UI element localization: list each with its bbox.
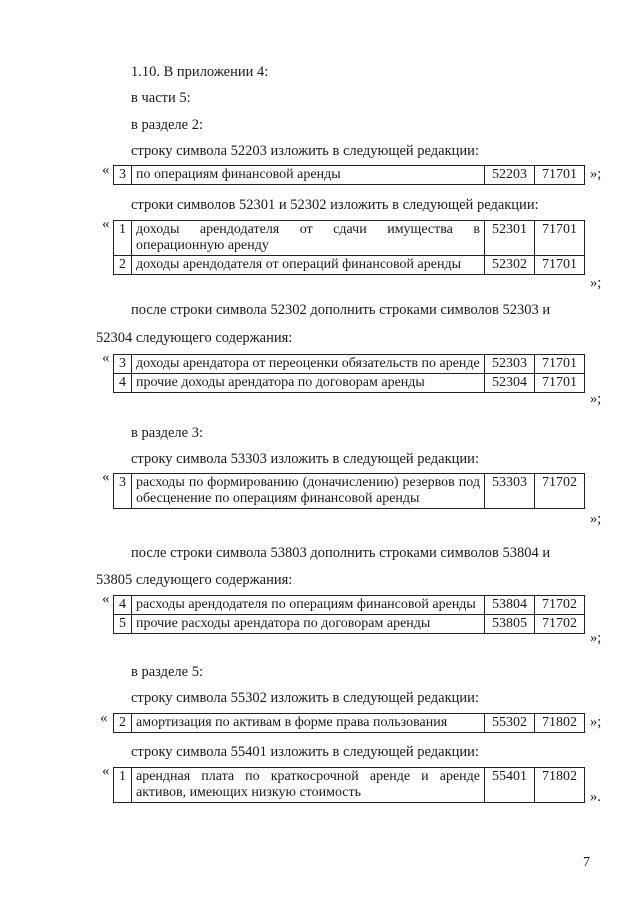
row-code: 52302 [485,256,535,275]
row-text: доходы арендатора от переоценки обязательств по аренде [132,355,485,374]
table-53804-53805 [113,595,585,634]
row-code: 52301 [485,221,535,256]
paragraph-8: строку символа 53303 изложить в следующей редакции: [131,451,479,467]
open-quote: « [102,763,110,779]
row-text: доходы арендодателя от сдачи имущества в операционную аренду [132,221,485,256]
table-row [114,256,585,275]
paragraph-6b: 52304 следующего содержания: [96,330,293,346]
table-row [114,374,585,393]
open-quote: « [102,591,110,607]
open-quote: « [100,710,108,726]
row-text: расходы по формированию (доначислению) резервов под обесценение по операциям финансовой аренды [132,474,485,509]
table-52303-52304 [113,354,585,393]
table-55302 [113,713,585,733]
row-number: 4 [114,596,132,615]
row-number: 4 [114,374,132,393]
table-row [114,166,585,185]
close-quote: »; [590,714,602,730]
table-row [114,355,585,374]
open-quote: « [102,162,110,178]
paragraph-5: строки символов 52301 и 52302 изложить в следующей редакции: [131,197,539,213]
row-code: 53303 [485,474,535,509]
row-code: 53804 [485,596,535,615]
paragraph-11: строку символа 55302 изложить в следующей редакции: [131,690,479,706]
paragraph-6a: после строки символа 52302 дополнить строками символов 52303 и [131,302,551,318]
table-55401 [113,767,585,803]
table-row [114,768,585,803]
paragraph-2: в части 5: [131,90,191,106]
row-code: 55401 [485,768,535,803]
page-number: 7 [583,855,590,870]
paragraph-3: в разделе 2: [131,117,204,133]
open-quote: « [102,469,110,485]
table-53303 [113,473,585,509]
row-number: 3 [114,355,132,374]
row-code: 53805 [485,615,535,634]
row-number: 3 [114,474,132,509]
paragraph-1: 1.10. В приложении 4: [131,64,269,80]
row-code: 52304 [485,374,535,393]
paragraph-12: строку символа 55401 изложить в следующей редакции: [131,744,479,760]
table-row [114,221,585,256]
paragraph-9a: после строки символа 53803 дополнить строками символов 53804 и [131,545,551,561]
row-text: арендная плата по краткосрочной аренде и аренде активов, имеющих низкую стоимость [132,768,485,803]
row-code-2: 71701 [535,355,585,374]
close-quote: »; [590,511,602,527]
row-text: прочие расходы арендатора по договорам аренды [132,615,485,634]
close-quote: »; [590,630,602,646]
row-code-2: 71702 [535,615,585,634]
row-text: расходы арендодателя по операциям финансовой аренды [132,596,485,615]
row-number: 5 [114,615,132,634]
table-row [114,714,585,733]
row-code-2: 71702 [535,474,585,509]
row-number: 3 [114,166,132,185]
row-text: доходы арендодателя от операций финансовой аренды [132,256,485,275]
row-number: 1 [114,221,132,256]
close-quote: »; [590,166,602,182]
paragraph-4: строку символа 52203 изложить в следующей редакции: [131,143,479,159]
table-row [114,615,585,634]
row-code-2: 71701 [535,374,585,393]
paragraph-7: в разделе 3: [131,425,204,441]
table-row [114,596,585,615]
paragraph-9b: 53805 следующего содержания: [96,572,293,588]
row-text: прочие доходы арендатора по договорам аренды [132,374,485,393]
row-code-2: 71802 [535,768,585,803]
close-quote: »; [590,391,602,407]
row-code: 52203 [485,166,535,185]
row-code-2: 71702 [535,596,585,615]
open-quote: « [102,350,110,366]
row-code: 52303 [485,355,535,374]
row-number: 2 [114,256,132,275]
close-quote: »; [590,275,602,291]
open-quote: « [102,216,110,232]
table-52203 [113,165,585,185]
row-code-2: 71701 [535,221,585,256]
row-code-2: 71802 [535,714,585,733]
row-code-2: 71701 [535,256,585,275]
row-text: по операциям финансовой аренды [132,166,485,185]
table-row [114,474,585,509]
row-number: 2 [114,714,132,733]
table-52301-52302 [113,220,585,275]
row-number: 1 [114,768,132,803]
row-code-2: 71701 [535,166,585,185]
close-quote-final: ». [590,789,601,805]
row-text: амортизация по активам в форме права пользования [132,714,485,733]
paragraph-10: в разделе 5: [131,664,204,680]
row-code: 55302 [485,714,535,733]
